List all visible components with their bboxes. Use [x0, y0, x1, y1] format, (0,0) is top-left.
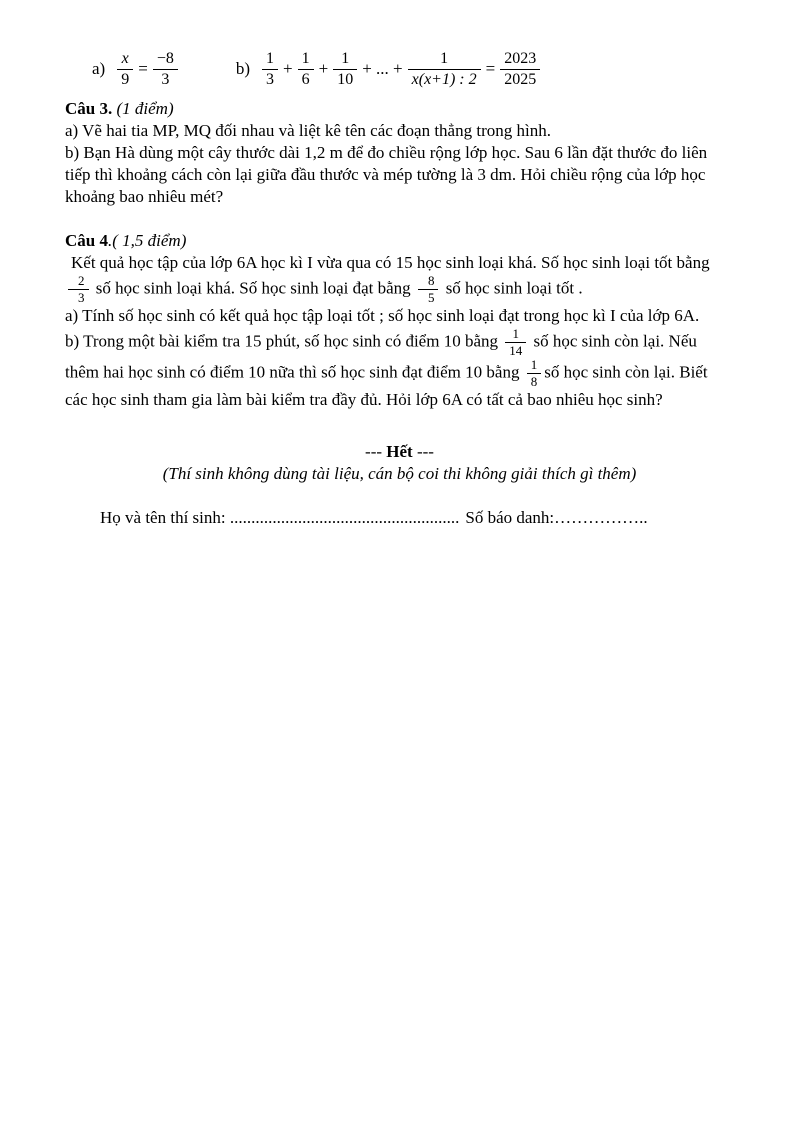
candidate-number-label: Số báo danh:…………….. [465, 508, 648, 528]
fraction-denominator: 3 [68, 289, 89, 305]
fraction-numerator: 2023 [504, 50, 537, 68]
fraction-numerator: 2 [78, 273, 85, 288]
end-marker [65, 441, 734, 463]
end-marker-dashes-right: --- [412, 442, 434, 462]
cau4-part-b-text-3: số học sinh còn lại. Biết các học sinh tham gia làm bài kiểm tra đầy đủ. Hỏi lớp 6A có tất cả bao nhiêu học sinh? [65, 362, 708, 410]
cau4-part-a: a) Tính số học sinh có kết quả học tập loại tốt ; số học sinh loại đạt trong học kì I của lớp 6A. [65, 306, 700, 326]
fraction-numerator: 1 [512, 326, 519, 342]
end-marker-dashes-left: --- [365, 442, 387, 462]
equations-row [92, 44, 734, 94]
fraction-numerator: x [121, 50, 129, 68]
fraction-numerator: 1 [266, 50, 275, 68]
fraction-2-over-3 [68, 274, 89, 305]
fraction-1-over-14 [505, 327, 526, 358]
fraction-numerator: 8 [427, 273, 435, 288]
candidate-name-label: Họ và tên thí sinh: ...................................................... [100, 508, 460, 528]
fraction-1-over-10 [333, 50, 357, 88]
fraction-minus8-over-3 [153, 50, 178, 88]
cau3-part-b: b) Bạn Hà dùng một cây thước dài 1,2 m để đo chiều rộng lớp học. Sau 6 lần đặt thước đo liên tiếp thì khoảng cách còn lại giữa đầu thước và mép tường là 3 dm. Hỏi chiều rộng của lớp học khoảng bao nhiêu mét? [65, 143, 708, 206]
cau4-intro-text-2: số học sinh loại khá. Số học sinh loại đạt bằng [95, 278, 411, 298]
fraction-numerator: 1 [530, 357, 538, 373]
fraction-denominator: 6 [298, 69, 314, 88]
exam-note: (Thí sinh không dùng tài liệu, cán bộ coi thi không giải thích gì thêm) [162, 464, 637, 484]
equals-sign: = [138, 59, 148, 78]
fraction-2023-over-2025 [500, 50, 540, 88]
fraction-numerator: 1 [341, 50, 350, 68]
ellipsis-plus: + ... + [362, 59, 403, 78]
fraction-1-over-8 [527, 358, 542, 389]
plus-sign: + [283, 59, 293, 78]
cau4-heading-points: .( 1,5 điểm) [107, 231, 187, 250]
fraction-8-over-5 [418, 274, 439, 305]
cau4-part-b-paragraph [65, 327, 734, 411]
equation-b-label: b) [235, 59, 251, 78]
fraction-1-over-6 [298, 50, 314, 88]
cau4-intro-text-3: số học sinh loại tốt . [445, 278, 583, 298]
fraction-denominator: 10 [333, 69, 357, 88]
end-marker-word: Hết [386, 442, 413, 462]
cau4-intro-text-1: Kết quả học tập của lớp 6A học kì I vừa qua có 15 học sinh loại khá. Số học sinh loại tốt bằng [71, 253, 710, 272]
equation-b [236, 50, 542, 88]
fraction-denominator: 3 [153, 69, 178, 88]
fraction-1-over-x(x+1):2 [408, 50, 481, 88]
fraction-denominator: 9 [117, 69, 133, 88]
fraction-1-over-3 [262, 50, 278, 88]
fraction-x-over-9 [117, 50, 133, 88]
cau4-heading-number: Câu 4 [65, 231, 108, 250]
fraction-denominator: 14 [505, 342, 526, 358]
cau4-heading [65, 230, 734, 252]
plus-sign: + [318, 59, 329, 78]
candidate-info-line [100, 507, 734, 529]
fraction-denominator: 8 [527, 373, 542, 389]
equation-a-label: a) [92, 59, 106, 78]
fraction-denominator: x(x+1) : 2 [408, 69, 481, 88]
fraction-denominator: 2025 [500, 69, 540, 88]
equals-sign: = [485, 59, 496, 78]
cau4-part-b-text-1: b) Trong một bài kiểm tra 15 phút, số học sinh có điểm 10 bằng [65, 331, 498, 351]
footer [65, 441, 734, 529]
cau3-heading-points: (1 điểm) [116, 99, 174, 118]
equation-a [92, 50, 180, 88]
cau3-heading-number: Câu 3. [65, 99, 113, 118]
fraction-numerator: 1 [301, 50, 310, 68]
fraction-numerator: 1 [440, 50, 449, 68]
fraction-denominator: 3 [262, 69, 278, 88]
fraction-denominator: 5 [418, 289, 439, 305]
cau4-part-b-text-2: số học sinh còn lại. Nếu thêm hai học sinh có điểm 10 nữa thì số học sinh đạt điểm 10 bằng [65, 331, 697, 382]
cau3-heading [65, 98, 734, 120]
cau4-intro-paragraph [65, 252, 734, 305]
fraction-numerator: −8 [156, 50, 174, 68]
cau3-part-a: a) Vẽ hai tia MP, MQ đối nhau và liệt kê tên các đoạn thẳng trong hình. [65, 121, 551, 140]
